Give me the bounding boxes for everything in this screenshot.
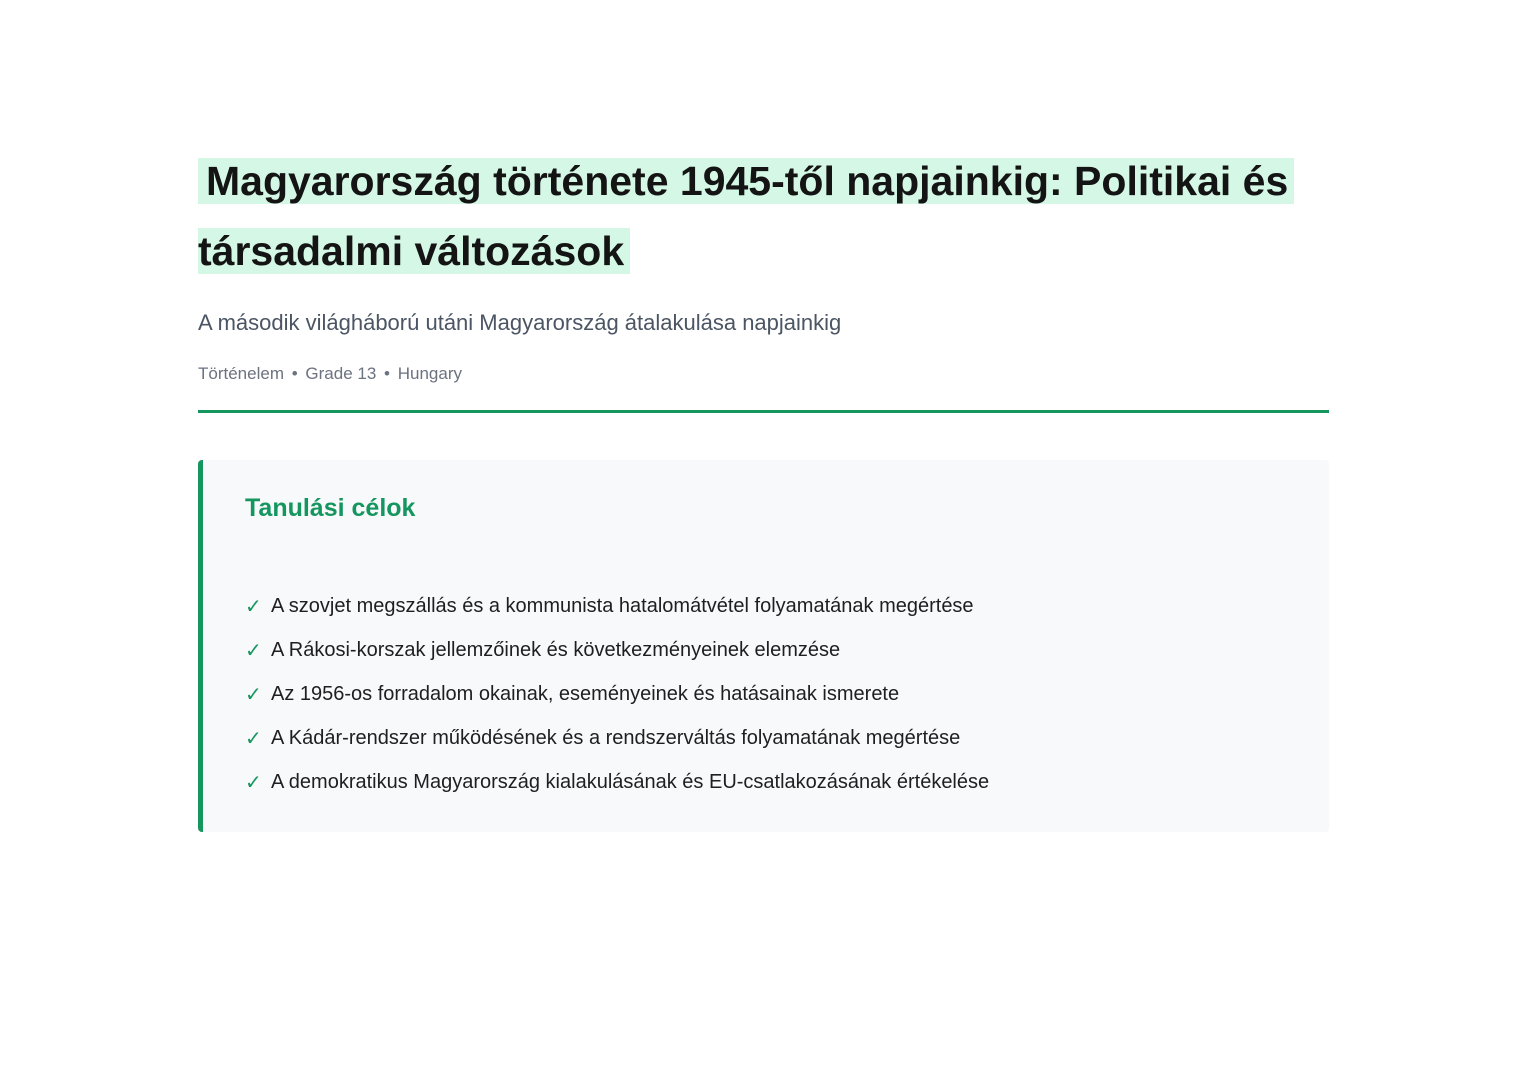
list-item bbox=[245, 672, 1329, 716]
document-page bbox=[198, 146, 1329, 832]
objectives-heading: Tanulási célok bbox=[245, 494, 416, 522]
checkmark-icon: ✓ bbox=[245, 594, 262, 618]
list-item bbox=[245, 760, 1329, 804]
objective-text: Az 1956-os forradalom okainak, eseményeinek és hatásainak ismerete bbox=[271, 683, 900, 705]
page-subtitle: A második világháború utáni Magyarország átalakulása napjainkig bbox=[198, 310, 842, 335]
meta-line bbox=[198, 362, 1329, 386]
page-title bbox=[198, 146, 1329, 286]
objective-text: A szovjet megszállás és a kommunista hatalomátvétel folyamatának megértése bbox=[271, 595, 974, 617]
meta-grade: Grade 13 bbox=[305, 364, 377, 383]
objective-text: A Rákosi-korszak jellemzőinek és következményeinek elemzése bbox=[271, 639, 841, 661]
meta-separator: • bbox=[291, 364, 298, 383]
checkmark-icon: ✓ bbox=[245, 770, 262, 794]
checkmark-icon: ✓ bbox=[245, 682, 262, 706]
checkmark-icon: ✓ bbox=[245, 638, 262, 662]
objective-text: A demokratikus Magyarország kialakulásának és EU-csatlakozásának értékelése bbox=[271, 771, 990, 793]
list-item bbox=[245, 628, 1329, 672]
header-divider bbox=[198, 410, 1329, 413]
meta-subject: Történelem bbox=[198, 364, 284, 383]
list-item bbox=[245, 584, 1329, 628]
learning-objectives-panel bbox=[198, 460, 1329, 832]
objectives-list bbox=[245, 584, 1329, 804]
meta-country: Hungary bbox=[397, 364, 462, 383]
title-line-1: Magyarország története 1945-től napjainkig: Politikai és bbox=[198, 158, 1294, 204]
objective-text: A Kádár-rendszer működésének és a rendszerváltás folyamatának megértése bbox=[271, 727, 961, 749]
title-line-2: társadalmi változások bbox=[198, 228, 630, 274]
checkmark-icon: ✓ bbox=[245, 726, 262, 750]
list-item bbox=[245, 716, 1329, 760]
meta-separator: • bbox=[384, 364, 390, 383]
